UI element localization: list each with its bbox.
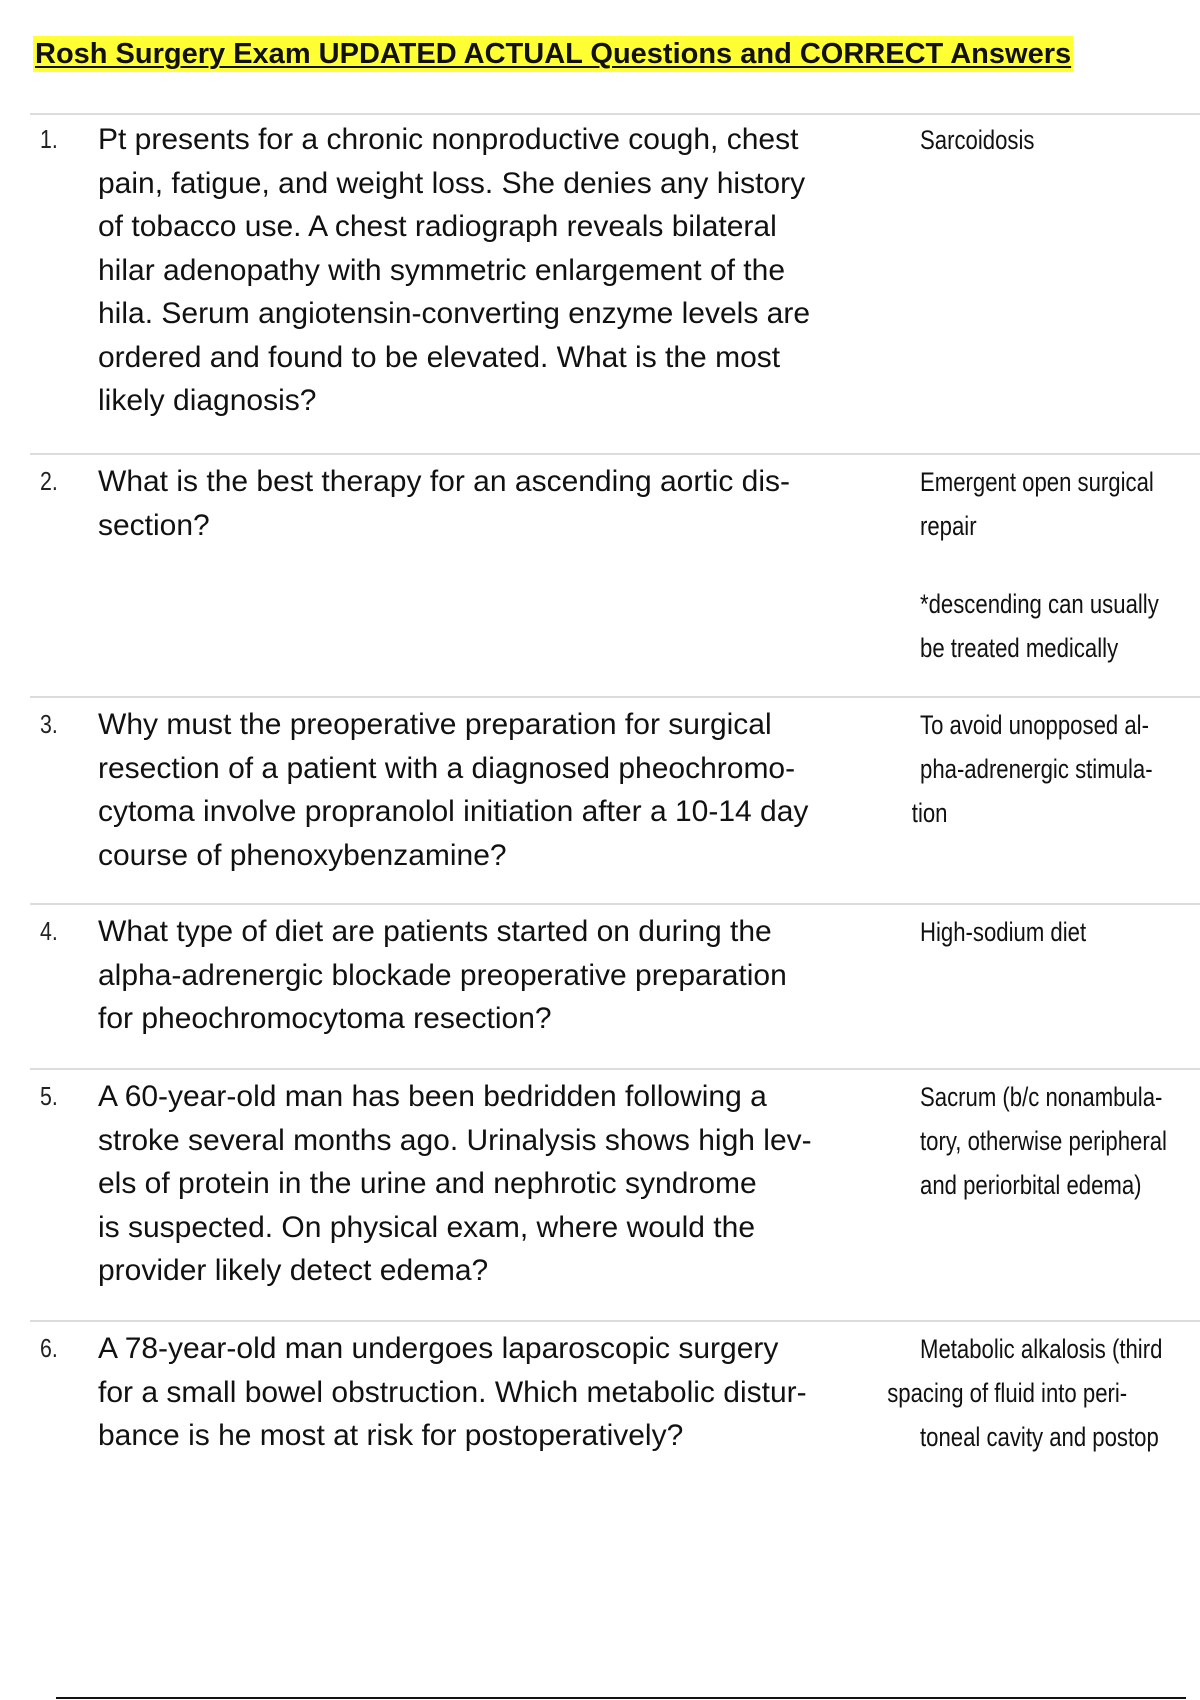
qa-item	[30, 1070, 1200, 1322]
question-line: for a small bowel obstruction. Which metabolic distur-	[98, 1375, 807, 1409]
question-line: hilar adenopathy with symmetric enlargement of the	[98, 253, 786, 287]
item-number: 2.	[40, 466, 58, 496]
question-line: hila. Serum angiotensin-converting enzyme levels are	[98, 297, 811, 330]
question-line: What type of diet are patients started on during the	[98, 915, 772, 948]
answer-line: High-sodium diet	[920, 917, 1087, 947]
qa-item	[30, 1322, 1200, 1522]
title-container	[33, 36, 1073, 72]
question-line: Why must the preoperative preparation for surgical	[98, 708, 772, 741]
item-number: 4.	[40, 916, 58, 946]
answer-line: repair	[920, 511, 977, 541]
qa-list	[30, 115, 1200, 1522]
question-line: A 60-year-old man has been bedridden following a	[98, 1080, 767, 1113]
answer-line: tory, otherwise peripheral	[920, 1126, 1167, 1156]
question-line: bance is he most at risk for postoperatively?	[98, 1419, 684, 1452]
qa-item	[30, 698, 1200, 905]
item-number: 3.	[40, 709, 58, 739]
answer-line: Metabolic alkalosis (third	[920, 1334, 1163, 1364]
answer-line: tion	[911, 798, 948, 828]
question-line: likely diagnosis?	[98, 384, 317, 417]
document-title: Rosh Surgery Exam UPDATED ACTUAL Questions and CORRECT Answers	[35, 38, 1072, 70]
answer-text	[911, 703, 1166, 835]
question-line: pain, fatigue, and weight loss. She denies any history	[98, 166, 806, 200]
question-text	[98, 1075, 933, 1293]
answer-line: and periorbital edema)	[920, 1170, 1142, 1200]
answer-text	[920, 460, 1166, 670]
answer-text	[920, 1075, 1166, 1207]
question-line: section?	[98, 508, 210, 542]
question-text	[98, 703, 933, 877]
question-text	[98, 1327, 933, 1458]
question-line: course of phenoxybenzamine?	[98, 838, 507, 872]
question-line: for pheochromocytoma resection?	[98, 1002, 552, 1035]
item-number: 6.	[40, 1333, 58, 1363]
question-text	[98, 460, 933, 547]
qa-item	[30, 905, 1200, 1070]
question-line: els of protein in the urine and nephrotic syndrome	[98, 1167, 757, 1200]
question-line: provider likely detect edema?	[98, 1254, 489, 1287]
answer-line: pha-adrenergic stimula-	[920, 754, 1153, 784]
answer-line: toneal cavity and postop	[920, 1422, 1159, 1452]
question-line: resection of a patient with a diagnosed pheochromo-	[98, 751, 796, 785]
question-line: What is the best therapy for an ascending aortic dis-	[98, 465, 791, 498]
answer-note-line: be treated medically	[920, 633, 1119, 663]
question-text	[98, 118, 933, 423]
answer-note	[920, 582, 1166, 670]
question-line: of tobacco use. A chest radiograph reveals bilateral	[98, 210, 777, 243]
question-line: A 78-year-old man undergoes laparoscopic surgery	[98, 1332, 779, 1365]
question-line: ordered and found to be elevated. What is the most	[98, 340, 781, 374]
question-text	[98, 910, 933, 1041]
item-number: 1.	[40, 124, 58, 154]
question-line: alpha-adrenergic blockade preoperative preparation	[98, 958, 787, 992]
answer-text	[920, 118, 1166, 162]
qa-item	[30, 115, 1200, 455]
item-number: 5.	[40, 1081, 58, 1111]
footer-rule	[56, 1697, 1186, 1699]
answer-line: Sacrum (b/c nonambula-	[920, 1082, 1163, 1112]
question-line: cytoma involve propranolol initiation after a 10-14 day	[98, 795, 809, 828]
answer-text	[887, 1327, 1166, 1459]
qa-item	[30, 455, 1200, 698]
question-line: stroke several months ago. Urinalysis shows high lev-	[98, 1123, 812, 1157]
answer-line: Emergent open surgical	[920, 467, 1154, 497]
answer-line: spacing of fluid into peri-	[887, 1378, 1128, 1408]
answer-line: Sarcoidosis	[920, 125, 1035, 155]
answer-note-line: *descending can usually	[920, 589, 1159, 619]
answer-text	[920, 910, 1166, 954]
question-line: is suspected. On physical exam, where would the	[98, 1210, 755, 1244]
answer-line: To avoid unopposed al-	[920, 710, 1149, 740]
question-line: Pt presents for a chronic nonproductive cough, chest	[98, 123, 799, 156]
